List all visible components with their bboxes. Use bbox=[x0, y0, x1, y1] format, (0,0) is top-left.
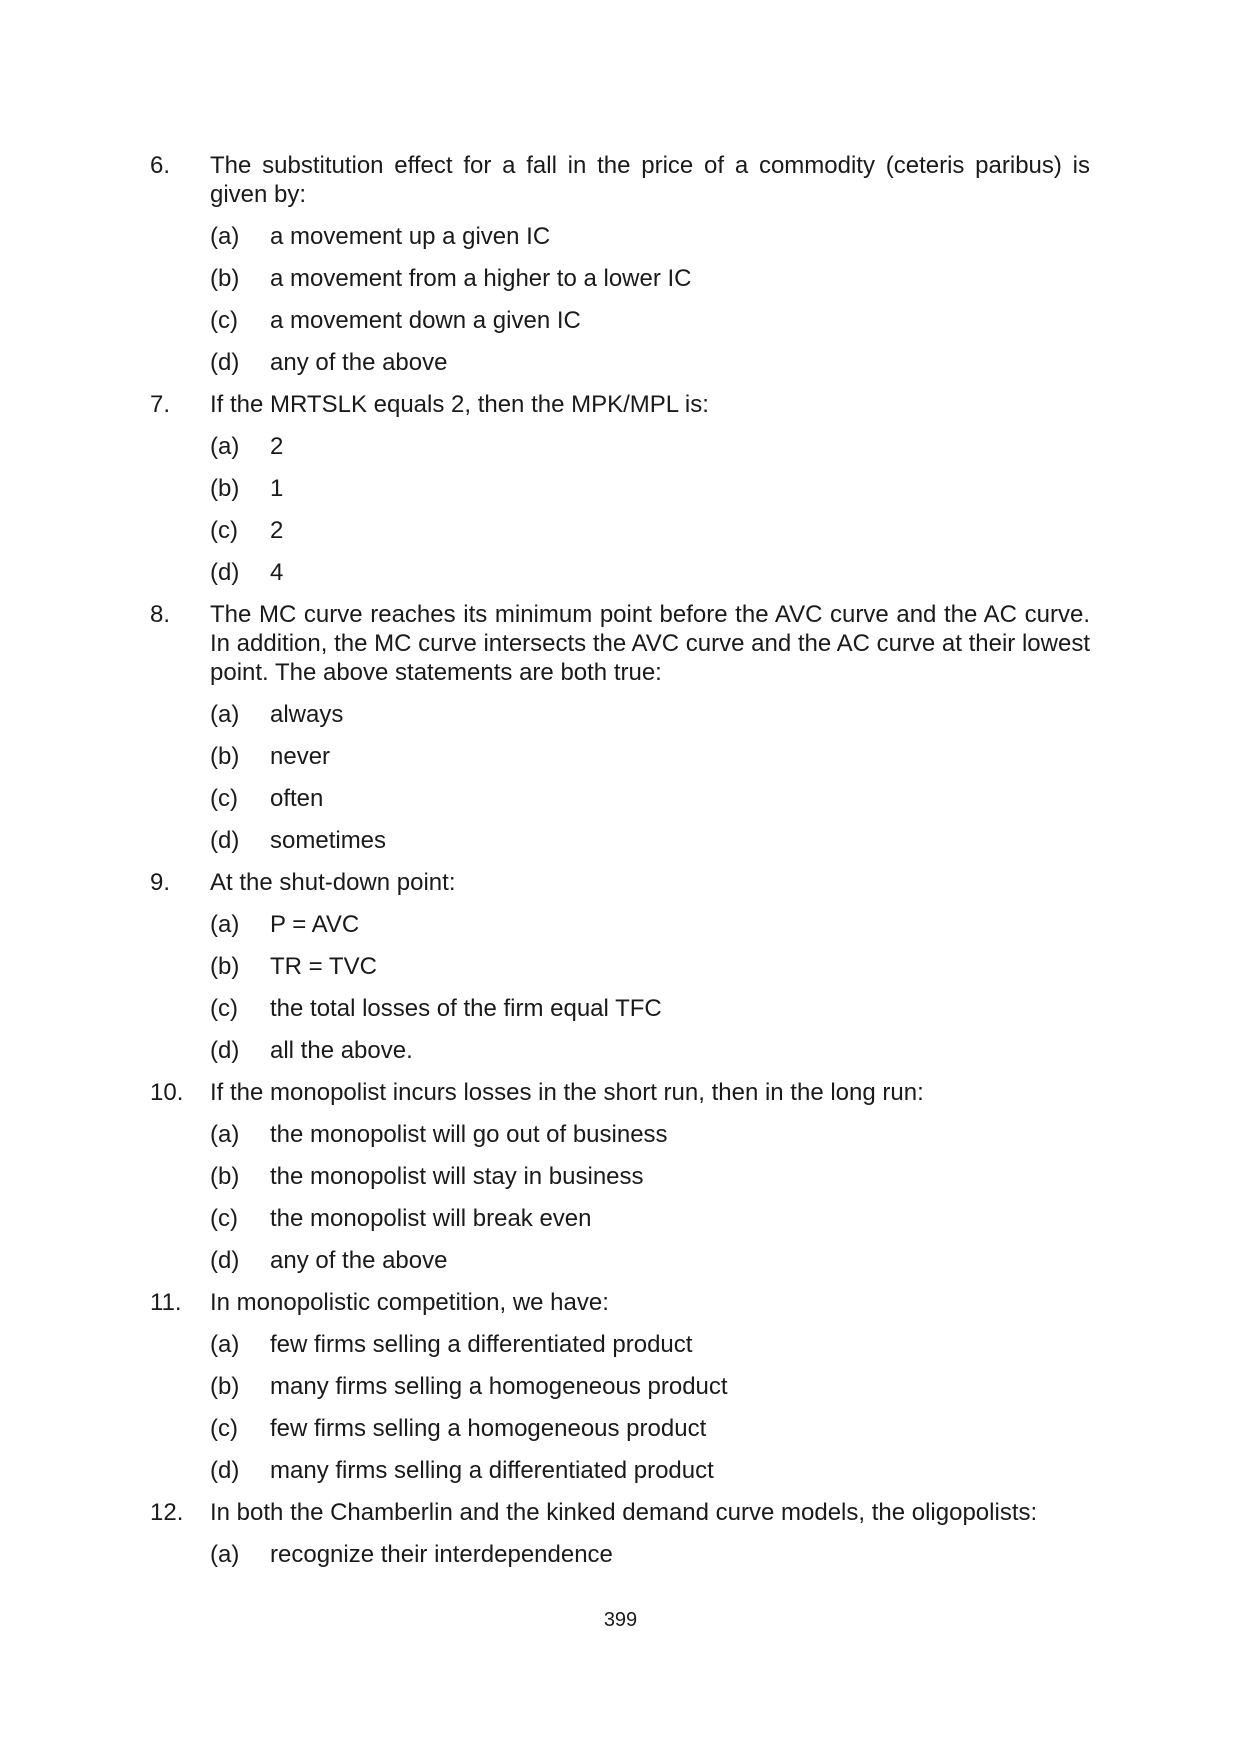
answer-option bbox=[210, 700, 1090, 729]
answer-options bbox=[210, 432, 1090, 587]
answer-option bbox=[210, 558, 1090, 587]
question-text: The MC curve reaches its minimum point before the AVC curve and the AC curve. In addition, the MC curve intersects the AVC curve and the AC curve at their lowest point. The above statements are both true: bbox=[210, 601, 1090, 686]
question-number: 8. bbox=[150, 601, 171, 628]
option-label: (d) bbox=[210, 559, 240, 586]
option-label: (d) bbox=[210, 827, 240, 854]
option-text: 4 bbox=[270, 559, 284, 586]
option-text: any of the above bbox=[270, 1247, 448, 1274]
page-number: 399 bbox=[603, 1609, 638, 1631]
answer-option bbox=[210, 952, 1090, 981]
option-label: (b) bbox=[210, 265, 240, 292]
question-number: 11. bbox=[150, 1289, 182, 1316]
option-label: (a) bbox=[210, 1541, 240, 1568]
option-label: (a) bbox=[210, 433, 240, 460]
option-label: (a) bbox=[210, 223, 240, 250]
option-text: always bbox=[270, 701, 344, 728]
option-text: any of the above bbox=[270, 349, 448, 376]
answer-options bbox=[210, 910, 1090, 1065]
question-number: 9. bbox=[150, 869, 171, 896]
option-label: (a) bbox=[210, 1331, 240, 1358]
answer-options bbox=[210, 222, 1090, 377]
option-label: (c) bbox=[210, 1415, 238, 1442]
option-label: (b) bbox=[210, 953, 240, 980]
option-label: (b) bbox=[210, 1373, 240, 1400]
answer-option bbox=[210, 306, 1090, 335]
option-label: (c) bbox=[210, 307, 238, 334]
option-text: P = AVC bbox=[270, 911, 360, 938]
answer-option bbox=[210, 742, 1090, 771]
option-label: (b) bbox=[210, 743, 240, 770]
option-text: the monopolist will go out of business bbox=[270, 1121, 668, 1148]
question-item bbox=[150, 151, 1090, 377]
option-label: (d) bbox=[210, 1247, 240, 1274]
question-item bbox=[150, 1288, 1090, 1485]
option-text: 2 bbox=[270, 433, 284, 460]
question-number: 6. bbox=[150, 152, 171, 179]
answer-options bbox=[210, 1330, 1090, 1485]
option-text: often bbox=[270, 785, 324, 812]
question-body bbox=[210, 390, 1090, 587]
answer-option bbox=[210, 432, 1090, 461]
question-text: The substitution effect for a fall in the price of a commodity (ceteris paribus) is given by: bbox=[210, 152, 1090, 208]
question-item bbox=[150, 600, 1090, 855]
option-text: many firms selling a differentiated product bbox=[270, 1457, 714, 1484]
answer-option bbox=[210, 474, 1090, 503]
option-text: a movement from a higher to a lower IC bbox=[270, 265, 692, 292]
option-label: (a) bbox=[210, 1121, 240, 1148]
option-label: (a) bbox=[210, 911, 240, 938]
option-text: 2 bbox=[270, 517, 284, 544]
question-text: In monopolistic competition, we have: bbox=[210, 1289, 609, 1316]
option-label: (b) bbox=[210, 1163, 240, 1190]
answer-option bbox=[210, 222, 1090, 251]
question-item bbox=[150, 868, 1090, 1065]
answer-option bbox=[210, 1414, 1090, 1443]
option-label: (d) bbox=[210, 1037, 240, 1064]
option-text: the monopolist will break even bbox=[270, 1205, 592, 1232]
answer-options bbox=[210, 700, 1090, 855]
option-label: (c) bbox=[210, 785, 238, 812]
question-number: 10. bbox=[150, 1079, 184, 1106]
answer-option bbox=[210, 910, 1090, 939]
question-number: 7. bbox=[150, 391, 171, 418]
question-text: If the MRTSLK equals 2, then the MPK/MPL is: bbox=[210, 391, 709, 418]
answer-option bbox=[210, 1246, 1090, 1275]
option-label: (a) bbox=[210, 701, 240, 728]
answer-option bbox=[210, 1162, 1090, 1191]
question-number: 12. bbox=[150, 1499, 184, 1526]
answer-options bbox=[210, 1120, 1090, 1275]
option-text: sometimes bbox=[270, 827, 387, 854]
question-text: At the shut-down point: bbox=[210, 869, 456, 896]
question-body bbox=[210, 1078, 1090, 1275]
question-item bbox=[150, 1078, 1090, 1275]
option-text: never bbox=[270, 743, 331, 770]
question-item bbox=[150, 1498, 1090, 1569]
question-body bbox=[210, 1288, 1090, 1485]
option-text: 1 bbox=[270, 475, 284, 502]
answer-option bbox=[210, 1456, 1090, 1485]
answer-option bbox=[210, 516, 1090, 545]
answer-option bbox=[210, 826, 1090, 855]
answer-option bbox=[210, 1372, 1090, 1401]
option-label: (d) bbox=[210, 349, 240, 376]
option-label: (d) bbox=[210, 1457, 240, 1484]
answer-option bbox=[210, 1120, 1090, 1149]
option-text: many firms selling a homogeneous product bbox=[270, 1373, 728, 1400]
answer-option bbox=[210, 348, 1090, 377]
option-label: (c) bbox=[210, 995, 238, 1022]
answer-option bbox=[210, 1540, 1090, 1569]
question-text: If the monopolist incurs losses in the short run, then in the long run: bbox=[210, 1079, 924, 1106]
answer-option bbox=[210, 994, 1090, 1023]
option-text: few firms selling a homogeneous product bbox=[270, 1415, 707, 1442]
question-body bbox=[210, 1498, 1090, 1569]
answer-option bbox=[210, 1330, 1090, 1359]
question-text: In both the Chamberlin and the kinked demand curve models, the oligopolists: bbox=[210, 1499, 1038, 1526]
option-text: few firms selling a differentiated product bbox=[270, 1331, 693, 1358]
answer-options bbox=[210, 1540, 1090, 1569]
option-text: recognize their interdependence bbox=[270, 1541, 613, 1568]
option-label: (c) bbox=[210, 517, 238, 544]
question-body bbox=[210, 868, 1090, 1065]
answer-option bbox=[210, 784, 1090, 813]
answer-option bbox=[210, 1036, 1090, 1065]
question-list bbox=[150, 151, 1090, 1569]
option-text: all the above. bbox=[270, 1037, 413, 1064]
question-item bbox=[150, 390, 1090, 587]
option-label: (c) bbox=[210, 1205, 238, 1232]
option-text: a movement down a given IC bbox=[270, 307, 581, 334]
answer-option bbox=[210, 264, 1090, 293]
option-text: a movement up a given IC bbox=[270, 223, 551, 250]
answer-option bbox=[210, 1204, 1090, 1233]
option-text: the total losses of the firm equal TFC bbox=[270, 995, 662, 1022]
question-body bbox=[210, 151, 1090, 377]
option-label: (b) bbox=[210, 475, 240, 502]
option-text: the monopolist will stay in business bbox=[270, 1163, 644, 1190]
option-text: TR = TVC bbox=[270, 953, 377, 980]
question-body bbox=[210, 600, 1090, 855]
